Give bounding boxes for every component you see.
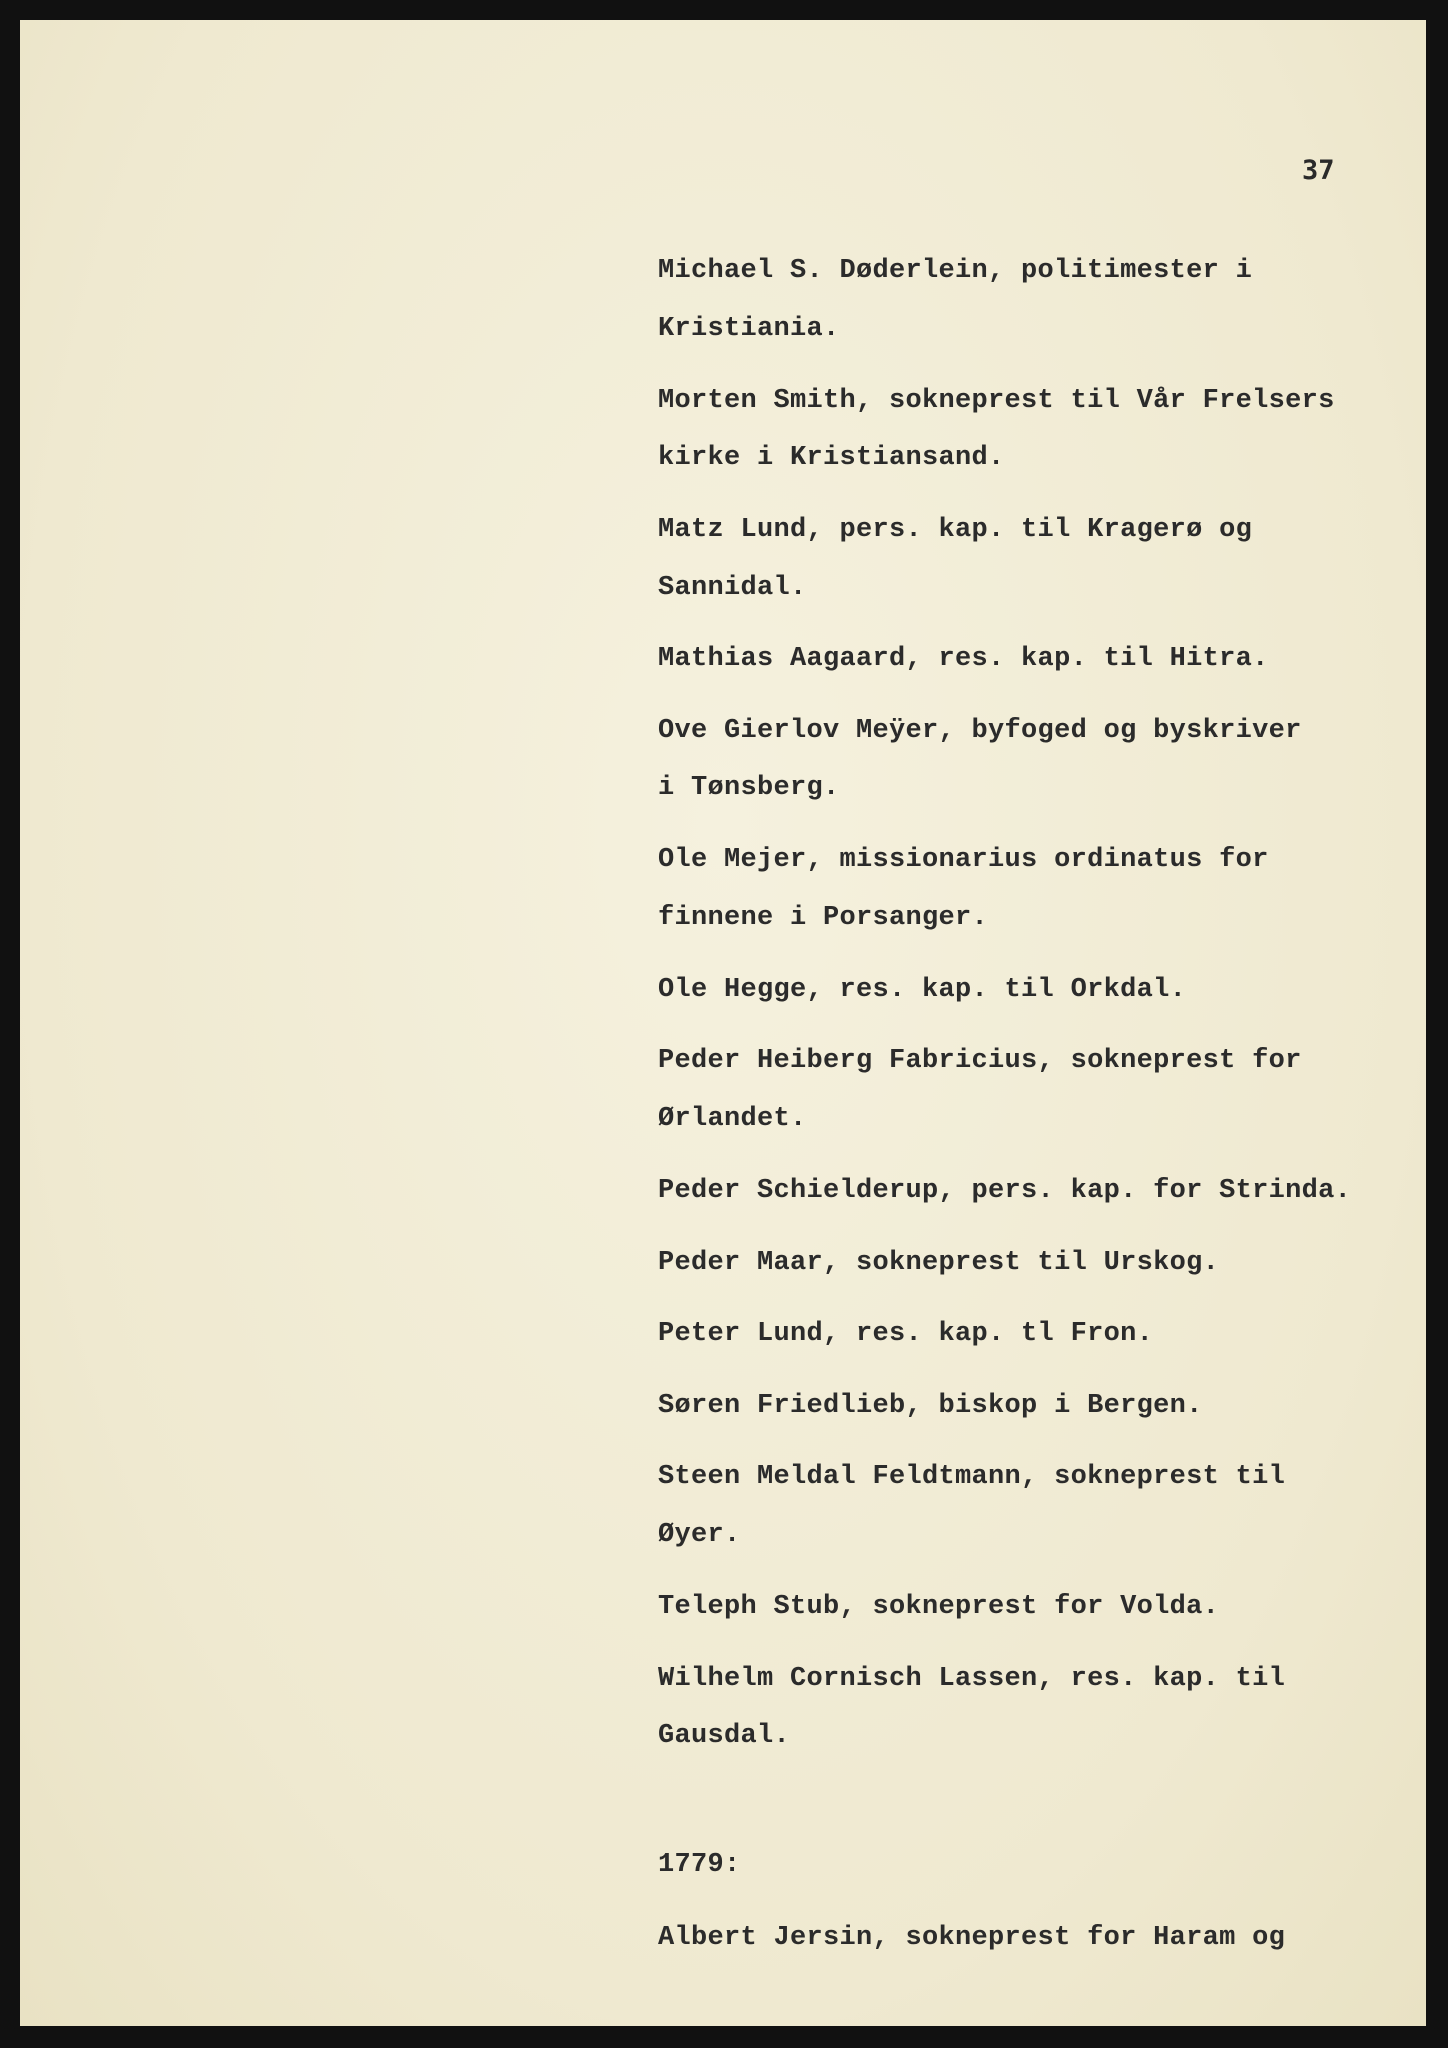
entry-line: i Tønsberg. — [658, 773, 840, 803]
entry-line: Øyer. — [658, 1520, 741, 1550]
entry-line: Søren Friedlieb, biskop i Bergen. — [658, 1391, 1203, 1421]
entry-line: Peter Lund, res. kap. tl Fron. — [658, 1319, 1154, 1349]
entry-line: Teleph Stub, sokneprest for Volda. — [658, 1592, 1220, 1622]
entry-line: Peder Heiberg Fabricius, sokneprest for — [658, 1046, 1302, 1076]
year-heading: 1779: — [658, 1850, 741, 1880]
entry-line: Michael S. Døderlein, politimester i — [658, 256, 1253, 286]
entry-line: Ørlandet. — [658, 1104, 807, 1134]
entry-line: Wilhelm Cornisch Lassen, res. kap. til — [658, 1664, 1286, 1694]
entry-line: Albert Jersin, sokneprest for Haram og — [658, 1923, 1286, 1953]
entry-line: finnene i Porsanger. — [658, 903, 989, 933]
entry-line: Morten Smith, sokneprest til Vår Frelsers — [658, 386, 1335, 416]
entry-line: kirke i Kristiansand. — [658, 443, 1005, 473]
entry-line: Ole Mejer, missionarius ordinatus for — [658, 845, 1269, 875]
entry-line: Peder Schielderup, pers. kap. for Strinda. — [658, 1176, 1352, 1206]
entry-line: Ove Gierlov Meÿer, byfoged og byskriver — [658, 716, 1302, 746]
entry-line: Mathias Aagaard, res. kap. til Hitra. — [658, 644, 1269, 674]
entry-line: Peder Maar, sokneprest til Urskog. — [658, 1248, 1220, 1278]
entry-line: Kristiania. — [658, 314, 840, 344]
entry-line: Steen Meldal Feldtmann, sokneprest til — [658, 1462, 1286, 1492]
entry-line: Sannidal. — [658, 573, 807, 603]
entry-line: Ole Hegge, res. kap. til Orkdal. — [658, 975, 1187, 1005]
entry-line: Gausdal. — [658, 1721, 791, 1751]
document-page — [20, 20, 1426, 2026]
entry-line: Matz Lund, pers. kap. til Kragerø og — [658, 515, 1253, 545]
page-number: 37 — [1302, 155, 1335, 186]
